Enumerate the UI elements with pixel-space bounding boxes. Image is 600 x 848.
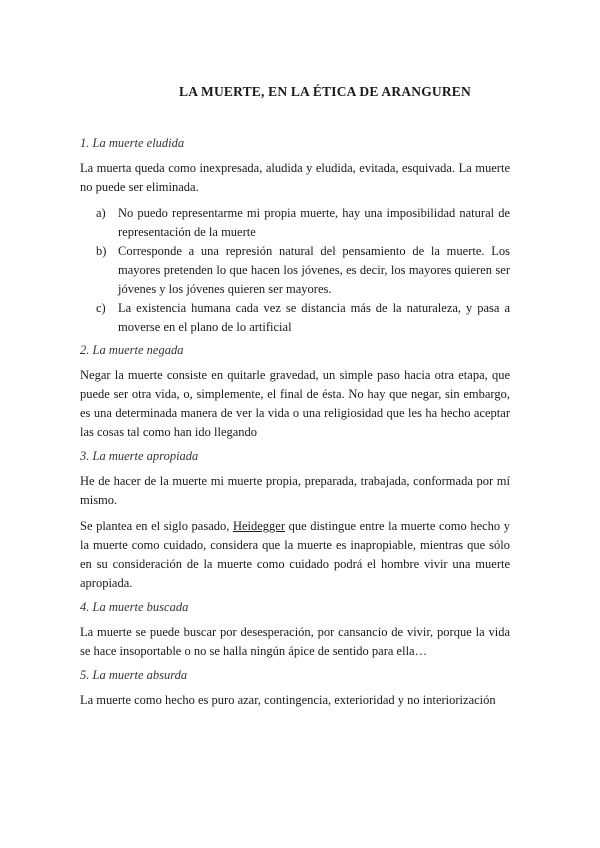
section-heading: 4. La muerte buscada: [80, 600, 189, 614]
list-marker: b): [96, 244, 107, 258]
list-item-text: No puedo representarme mi propia muerte, hay una imposibilidad natural de representación de la muerte: [118, 206, 510, 239]
paragraph: Negar la muerte consiste en quitarle gravedad, un simple paso hacia otra etapa, que puede ser otra vida, o, simplemente, el final de ésta. No hay que negar, sin embargo, es una determinada manera de ver la vida o una religiosidad que les ha hecho aceptar las cosas tal como han ido llegando: [80, 368, 510, 439]
paragraph: [80, 517, 510, 593]
paragraph: He de hacer de la muerte mi muerte propia, preparada, trabajada, conformada por mí mismo.: [80, 474, 510, 507]
list-item: [80, 299, 510, 337]
section-heading: 5. La muerte absurda: [80, 668, 188, 682]
section-heading: 1. La muerte eludida: [80, 136, 185, 150]
document-content: [80, 84, 510, 717]
list-item: [80, 242, 510, 299]
underlined-name: Heidegger: [232, 519, 286, 533]
list-marker: c): [96, 301, 106, 315]
paragraph: La muerte como hecho es puro azar, contingencia, exterioridad y no interiorización: [80, 693, 496, 707]
list-item: [80, 204, 510, 242]
paragraph: La muerte se puede buscar por desesperación, por cansancio de vivir, porque la vida se hace insoportable o no se halla ningún ápice de sentido para ella…: [80, 625, 510, 658]
section-muerte-negada: [80, 343, 510, 442]
list-item-text: La existencia humana cada vez se distancia más de la naturaleza, y pasa a moverse en el plano de lo artificial: [118, 301, 510, 334]
text-run: que distingue entre la muerte como hecho y la muerte como cuidado, considera que la muerte es inapropiable, mientras que sólo en su consideración de la muerte como cuidado podrá el hombre vivir una muerte apropiada.: [80, 519, 510, 590]
section-muerte-eludida: [80, 136, 510, 337]
section-heading: 3. La muerte apropiada: [80, 449, 199, 463]
paragraph: La muerta queda como inexpresada, aludida y eludida, evitada, esquivada. La muerte no puede ser eliminada.: [80, 161, 510, 194]
section-muerte-absurda: [80, 668, 510, 710]
list-marker: a): [96, 206, 106, 220]
lettered-list: [80, 204, 510, 337]
document-title: LA MUERTE, EN LA ÉTICA DE ARANGUREN: [179, 84, 471, 99]
section-heading: 2. La muerte negada: [80, 343, 184, 357]
section-muerte-apropiada: [80, 449, 510, 593]
text-run: Se plantea en el siglo pasado,: [80, 519, 233, 533]
list-item-text: Corresponde a una represión natural del pensamiento de la muerte. Los mayores pretenden lo que hacen los jóvenes, es decir, los mayores quieren ser jóvenes y los jóvenes quieren ser mayores.: [118, 244, 510, 296]
section-muerte-buscada: [80, 600, 510, 661]
